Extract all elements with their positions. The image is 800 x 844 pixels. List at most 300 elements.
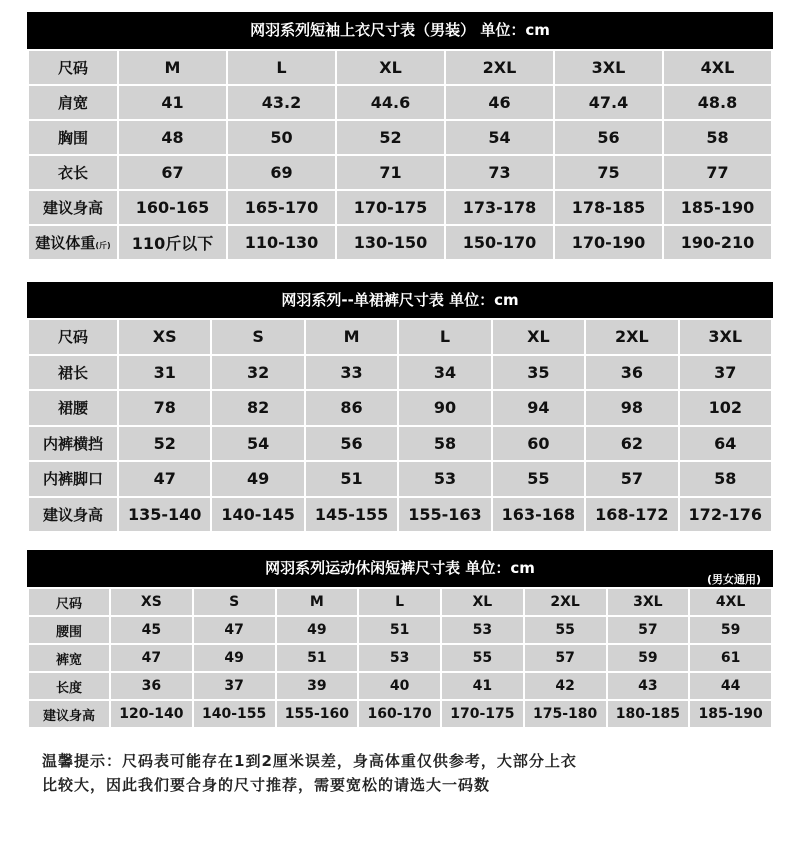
- cell-text: 90: [433, 398, 457, 418]
- shorts-size-table: [27, 550, 773, 729]
- table-cell: [228, 226, 335, 259]
- table-cell: [359, 617, 440, 643]
- cell-text: 45: [141, 622, 162, 638]
- cell-text: 155-163: [408, 504, 482, 524]
- table-cell: [555, 191, 662, 224]
- skort-size-grid: [27, 318, 773, 533]
- table-cell: [399, 356, 490, 390]
- table-cell: [608, 645, 689, 671]
- cell-text: 裙腰: [57, 399, 88, 418]
- table-cell: [359, 701, 440, 727]
- header-row: [29, 51, 771, 84]
- cell-text: 建议身高: [42, 505, 103, 524]
- table-cell: [608, 617, 689, 643]
- table-row: [29, 701, 771, 727]
- cell-text: 腰围: [55, 624, 82, 640]
- size-tips: [42, 749, 782, 797]
- cell-text: XL: [472, 594, 493, 610]
- cell-text: 52: [379, 128, 402, 147]
- shirt-size-table: [27, 12, 773, 261]
- table-cell: [586, 356, 677, 390]
- tips-line-1: 温馨提示：尺码表可能存在1到2厘米误差，身高体重仅供参考，大部分上衣: [42, 752, 577, 770]
- row-label: [29, 226, 117, 259]
- table-row: [29, 462, 771, 496]
- table-cell: [446, 226, 553, 259]
- table-cell: [680, 462, 771, 496]
- cell-text: 71: [379, 163, 402, 182]
- table-cell: [212, 391, 303, 425]
- table-cell: [399, 462, 490, 496]
- table-cell: [555, 156, 662, 189]
- cell-text: 170-175: [353, 198, 428, 217]
- table-cell: [525, 645, 606, 671]
- table-cell: [277, 617, 358, 643]
- table-cell: [690, 701, 771, 727]
- table-cell: [212, 462, 303, 496]
- cell-text: 94: [527, 398, 550, 418]
- cell-text: 51: [307, 650, 327, 666]
- cell-text: XS: [140, 594, 162, 610]
- size-header-cell: [446, 51, 553, 84]
- cell-text: 173-178: [462, 198, 537, 217]
- table-cell: [212, 498, 303, 532]
- cell-text: 86: [340, 398, 363, 418]
- cell-text: 160-170: [367, 706, 432, 722]
- cell-text: 39: [307, 678, 327, 694]
- table-cell: [111, 645, 192, 671]
- table-cell: [493, 498, 584, 532]
- cell-text: L: [395, 594, 405, 610]
- row-label: [29, 86, 117, 119]
- table-cell: [306, 427, 397, 461]
- cell-text: 57: [638, 622, 658, 638]
- cell-text: 165-170: [244, 198, 319, 217]
- cell-text: 2XL: [550, 594, 580, 610]
- cell-text: 135-140: [127, 504, 202, 524]
- table-cell: [306, 462, 397, 496]
- cell-text: 55: [472, 650, 493, 666]
- cell-text: M: [343, 327, 360, 347]
- row-label: [29, 673, 109, 699]
- table-cell: [608, 701, 689, 727]
- table-cell: [399, 498, 490, 532]
- cell-text: 33: [340, 362, 363, 382]
- table-cell: [664, 226, 771, 259]
- table-row: [29, 156, 771, 189]
- cell-text: 长度: [55, 680, 82, 696]
- cell-text: 59: [638, 650, 658, 666]
- table-cell: [680, 427, 771, 461]
- table-cell: [111, 701, 192, 727]
- size-header-cell: [359, 589, 440, 615]
- cell-text: 56: [597, 128, 620, 147]
- cell-text: 140-145: [221, 504, 295, 524]
- table-cell: [194, 673, 275, 699]
- cell-text: 180-185: [615, 706, 680, 722]
- cell-text: 50: [270, 128, 293, 147]
- cell-text: XL: [379, 58, 402, 77]
- table-cell: [277, 701, 358, 727]
- cell-text: 190-210: [680, 233, 755, 252]
- cell-text: L: [276, 58, 287, 77]
- cell-text: 67: [161, 163, 184, 182]
- table-cell: [306, 498, 397, 532]
- row-label: [29, 589, 109, 615]
- cell-text: 内裤横挡: [42, 434, 103, 453]
- cell-text: 31: [153, 362, 176, 382]
- cell-text: 55: [527, 469, 550, 489]
- table-row: [29, 86, 771, 119]
- cell-text: 49: [224, 650, 244, 666]
- table-cell: [337, 86, 444, 119]
- cell-text: 46: [488, 93, 511, 112]
- cell-text: 56: [340, 433, 363, 453]
- cell-text: 胸围: [57, 129, 88, 147]
- table-cell: [680, 356, 771, 390]
- cell-text: 2XL: [482, 58, 517, 77]
- cell-text: 建议体重: [35, 234, 96, 252]
- table-cell: [493, 356, 584, 390]
- table-cell: [306, 356, 397, 390]
- row-label: [29, 701, 109, 727]
- cell-text: 36: [620, 362, 643, 382]
- size-header-cell: [555, 51, 662, 84]
- table-row: [29, 645, 771, 671]
- cell-text: 62: [620, 433, 643, 453]
- size-header-cell: [586, 320, 677, 354]
- table-cell: [277, 673, 358, 699]
- table-row: [29, 498, 771, 532]
- cell-text: L: [439, 327, 451, 347]
- size-header-cell: [680, 320, 771, 354]
- cell-text: 49: [307, 622, 327, 638]
- cell-text: 尺码: [57, 328, 88, 347]
- row-label: [29, 320, 117, 354]
- table-row: [29, 427, 771, 461]
- table-cell: [690, 645, 771, 671]
- shorts-size-grid: [27, 587, 773, 729]
- table-cell: [446, 191, 553, 224]
- table-cell: [111, 617, 192, 643]
- table-cell: [446, 156, 553, 189]
- cell-text: 40: [389, 678, 410, 694]
- row-label: [29, 156, 117, 189]
- shirt-table-title: 网羽系列短袖上衣尺寸表（男装） 单位：cm: [27, 12, 773, 49]
- table-cell: [493, 427, 584, 461]
- size-header-cell: [525, 589, 606, 615]
- table-cell: [194, 701, 275, 727]
- table-cell: [690, 617, 771, 643]
- table-cell: [664, 191, 771, 224]
- table-cell: [555, 121, 662, 154]
- unisex-note: (男女通用): [706, 573, 761, 586]
- cell-text: XS: [152, 327, 177, 347]
- cell-text: 35: [527, 362, 550, 382]
- table-cell: [680, 498, 771, 532]
- skort-size-table: [27, 282, 773, 533]
- cell-text: S: [229, 594, 240, 610]
- size-header-cell: [212, 320, 303, 354]
- cell-text: 44.6: [370, 93, 411, 112]
- cell-text: 175-180: [532, 706, 598, 722]
- cell-text: 37: [714, 362, 737, 382]
- table-cell: [119, 86, 226, 119]
- cell-text: 77: [706, 163, 729, 182]
- cell-text: 肩宽: [57, 94, 88, 112]
- table-cell: [446, 121, 553, 154]
- table-cell: [228, 121, 335, 154]
- table-cell: [586, 462, 677, 496]
- table-cell: [194, 645, 275, 671]
- cell-text: 53: [389, 650, 410, 666]
- table-cell: [212, 356, 303, 390]
- table-row: [29, 356, 771, 390]
- table-cell: [586, 498, 677, 532]
- cell-text: 54: [488, 128, 511, 147]
- cell-text: 41: [161, 93, 184, 112]
- cell-text: 58: [714, 469, 737, 489]
- table-cell: [119, 356, 210, 390]
- table-cell: [442, 617, 523, 643]
- table-cell: [119, 191, 226, 224]
- cell-text: 衣长: [57, 164, 88, 182]
- table-cell: [664, 156, 771, 189]
- table-cell: [555, 226, 662, 259]
- size-header-cell: [399, 320, 490, 354]
- table-cell: [119, 427, 210, 461]
- table-cell: [525, 701, 606, 727]
- cell-text: 48.8: [697, 93, 738, 112]
- cell-text: 4XL: [715, 594, 746, 610]
- cell-text: 49: [247, 469, 270, 489]
- cell-text: 内裤脚口: [42, 470, 103, 489]
- cell-text: 32: [247, 362, 270, 382]
- cell-text: 2XL: [614, 327, 649, 347]
- table-cell: [119, 498, 210, 532]
- cell-text: 裤宽: [55, 652, 82, 668]
- size-header-cell: [228, 51, 335, 84]
- cell-text: 155-160: [284, 706, 349, 722]
- size-header-cell: [608, 589, 689, 615]
- table-cell: [608, 673, 689, 699]
- cell-text: 98: [620, 398, 643, 418]
- cell-text: 37: [224, 678, 244, 694]
- size-header-cell: [337, 51, 444, 84]
- cell-text: 裙长: [57, 363, 88, 382]
- cell-text: 130-150: [353, 233, 428, 252]
- cell-text: 140-155: [201, 706, 267, 722]
- table-cell: [399, 391, 490, 425]
- table-row: [29, 673, 771, 699]
- size-header-cell: [442, 589, 523, 615]
- table-cell: [119, 226, 226, 259]
- cell-text: 102: [708, 398, 742, 418]
- row-label: [29, 121, 117, 154]
- skort-table-title: 网羽系列--单裙裤尺寸表 单位：cm: [27, 282, 773, 318]
- cell-text: 60: [527, 433, 550, 453]
- cell-text: 3XL: [591, 58, 626, 77]
- cell-text: 54: [247, 433, 270, 453]
- size-header-cell: [664, 51, 771, 84]
- cell-text: 尺码: [57, 59, 88, 77]
- cell-text: 172-176: [688, 504, 762, 524]
- table-cell: [442, 673, 523, 699]
- table-cell: [359, 673, 440, 699]
- size-header-cell: [119, 320, 210, 354]
- row-label: [29, 645, 109, 671]
- shirt-size-grid: [27, 49, 773, 261]
- cell-text: 尺码: [55, 596, 82, 612]
- cell-text: 168-172: [595, 504, 669, 524]
- tips-line-2: 比较大，因此我们要合身的尺寸推荐，需要宽松的请选大一码数: [42, 776, 491, 794]
- cell-text: 58: [433, 433, 457, 453]
- cell-text: 145-155: [314, 504, 389, 524]
- cell-text: M: [309, 594, 324, 610]
- cell-text: 110斤以下: [131, 234, 214, 253]
- shorts-title-text: 网羽系列运动休闲短裤尺寸表 单位：cm: [265, 559, 535, 577]
- cell-text: 82: [247, 398, 270, 418]
- cell-text: 建议身高: [42, 708, 95, 724]
- cell-text: 48: [161, 128, 184, 147]
- cell-text: 178-185: [571, 198, 646, 217]
- header-row: [29, 589, 771, 615]
- cell-text: 42: [555, 678, 575, 694]
- table-cell: [664, 86, 771, 119]
- size-header-cell: [111, 589, 192, 615]
- table-cell: [119, 462, 210, 496]
- cell-text: 51: [389, 622, 410, 638]
- size-header-cell: [119, 51, 226, 84]
- cell-text: 36: [141, 678, 162, 694]
- cell-text: 41: [472, 678, 493, 694]
- cell-text: 3XL: [708, 327, 743, 347]
- row-label: [29, 191, 117, 224]
- cell-text: 53: [433, 469, 457, 489]
- cell-text: 47: [153, 469, 176, 489]
- cell-text: 47.4: [588, 93, 629, 112]
- table-cell: [111, 673, 192, 699]
- cell-text: 55: [555, 622, 575, 638]
- table-row: [29, 391, 771, 425]
- size-header-cell: [194, 589, 275, 615]
- cell-text: 57: [555, 650, 575, 666]
- table-cell: [525, 617, 606, 643]
- table-cell: [337, 191, 444, 224]
- table-cell: [442, 645, 523, 671]
- cell-text: 58: [706, 128, 729, 147]
- table-row: [29, 121, 771, 154]
- table-cell: [194, 617, 275, 643]
- row-label: [29, 391, 117, 425]
- weight-unit: (斤): [95, 241, 111, 250]
- cell-text: 170-190: [571, 233, 646, 252]
- cell-text: 185-190: [680, 198, 755, 217]
- cell-text: 51: [340, 469, 363, 489]
- cell-text: 47: [224, 622, 244, 638]
- header-row: [29, 320, 771, 354]
- cell-text: 150-170: [462, 233, 537, 252]
- table-cell: [359, 645, 440, 671]
- table-cell: [690, 673, 771, 699]
- table-cell: [442, 701, 523, 727]
- size-header-cell: [690, 589, 771, 615]
- cell-text: 185-190: [698, 706, 763, 722]
- table-cell: [399, 427, 490, 461]
- cell-text: M: [164, 58, 181, 77]
- row-label: [29, 356, 117, 390]
- row-label: [29, 427, 117, 461]
- table-cell: [493, 462, 584, 496]
- table-cell: [337, 226, 444, 259]
- cell-text: XL: [527, 327, 550, 347]
- table-cell: [212, 427, 303, 461]
- cell-text: 78: [153, 398, 176, 418]
- row-label: [29, 498, 117, 532]
- table-cell: [228, 86, 335, 119]
- table-cell: [119, 121, 226, 154]
- cell-text: 73: [488, 163, 511, 182]
- cell-text: S: [252, 327, 264, 347]
- cell-text: 110-130: [244, 233, 319, 252]
- table-cell: [446, 86, 553, 119]
- size-header-cell: [277, 589, 358, 615]
- table-row: [29, 226, 771, 259]
- table-cell: [119, 156, 226, 189]
- table-cell: [277, 645, 358, 671]
- cell-text: 52: [153, 433, 176, 453]
- cell-text: 44: [720, 678, 741, 694]
- cell-text: 163-168: [501, 504, 576, 524]
- table-row: [29, 191, 771, 224]
- table-cell: [586, 427, 677, 461]
- table-cell: [119, 391, 210, 425]
- cell-text: 64: [714, 433, 737, 453]
- table-cell: [228, 191, 335, 224]
- cell-text: 43: [638, 678, 658, 694]
- row-label: [29, 51, 117, 84]
- table-cell: [555, 86, 662, 119]
- cell-text: 61: [720, 650, 741, 666]
- table-cell: [493, 391, 584, 425]
- row-label: [29, 462, 117, 496]
- table-cell: [680, 391, 771, 425]
- table-cell: [337, 156, 444, 189]
- cell-text: 53: [472, 622, 493, 638]
- cell-text: 75: [597, 163, 620, 182]
- size-header-cell: [493, 320, 584, 354]
- table-row: [29, 617, 771, 643]
- cell-text: 建议身高: [42, 199, 103, 217]
- cell-text: 170-175: [450, 706, 515, 722]
- cell-text: 3XL: [633, 594, 663, 610]
- row-label: [29, 617, 109, 643]
- table-cell: [664, 121, 771, 154]
- cell-text: 59: [720, 622, 741, 638]
- table-cell: [306, 391, 397, 425]
- table-cell: [228, 156, 335, 189]
- size-header-cell: [306, 320, 397, 354]
- cell-text: 4XL: [700, 58, 735, 77]
- table-cell: [525, 673, 606, 699]
- cell-text: 47: [141, 650, 162, 666]
- cell-text: 120-140: [119, 706, 184, 722]
- table-cell: [337, 121, 444, 154]
- cell-text: 160-165: [135, 198, 210, 217]
- cell-text: 57: [620, 469, 643, 489]
- table-cell: [586, 391, 677, 425]
- cell-text: 69: [270, 163, 293, 182]
- shorts-table-title: [27, 550, 773, 587]
